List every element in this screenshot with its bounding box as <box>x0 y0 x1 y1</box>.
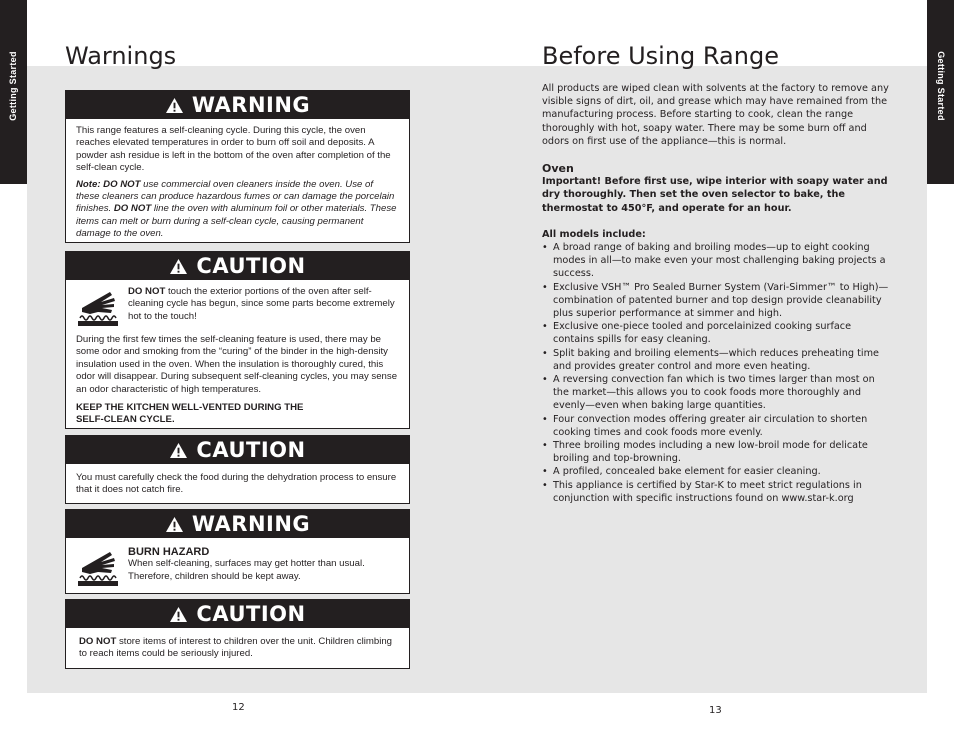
section-tab-label: Getting Started <box>8 51 18 121</box>
box-label: WARNING <box>191 93 311 117</box>
box-label: CAUTION <box>196 602 306 626</box>
page-title-warnings: Warnings <box>65 42 177 70</box>
list-item: • Split baking and broiling elements—which reduces preheating time and provides greater control and more even heating. <box>542 347 890 373</box>
alert-triangle-icon <box>169 606 188 623</box>
alert-triangle-icon <box>165 97 184 114</box>
box-text: When self-cleaning, surfaces may get hotter than usual. Therefore, children should be kept away. <box>128 558 365 582</box>
page-number-left: 12 <box>232 702 245 713</box>
list-item: • Exclusive one-piece tooled and porcelainized cooking surface contains spills for easy cleaning. <box>542 320 890 346</box>
box-label: CAUTION <box>196 438 306 462</box>
list-item: • This appliance is certified by Star-K to meet strict regulations in conjunction with specific instructions found on www.star-k.org <box>542 479 890 505</box>
caution-box-hot-exterior <box>65 251 410 429</box>
caution-box-children <box>65 599 410 669</box>
box-header <box>66 436 409 464</box>
section-tab-left <box>0 0 27 184</box>
box-header <box>66 510 409 538</box>
box-text: During the first few times the self-cleaning feature is used, there may be some odor and smoking from the “curing” of the binder in the high-density insulation used in the oven. When the insulation is thoroughly cured, this odor will disappear. During subsequent self-cleaning cycles, you may sense an odor characteristic of high temperatures. <box>76 334 398 395</box>
list-item: • A profiled, concealed bake element for easier cleaning. <box>542 465 890 478</box>
box-text: You must carefully check the food during the dehydration process to ensure that it does not catch fire. <box>76 472 397 496</box>
box-header <box>66 91 409 119</box>
list-item: • Exclusive VSH™ Pro Sealed Burner System (Vari-Simmer™ to High)—combination of patented burner and top design provide cleanability plus superior performance at simmer and high. <box>542 281 890 321</box>
box-note: Note: DO NOT use commercial oven cleaners inside the oven. Use of these cleaners can produce hazardous fumes or can damage the porcelain finishes. DO NOT line the oven with aluminum foil or other materials. These items can melt or burn during a self-clean cycle, causing permanent damage to the oven. <box>76 178 397 240</box>
box-emphasis: KEEP THE KITCHEN WELL-VENTED DURING THE SELF-CLEAN CYCLE. <box>76 402 304 426</box>
section-tab-label: Getting Started <box>936 51 946 121</box>
page-number-right: 13 <box>709 705 722 716</box>
alert-triangle-icon <box>169 442 188 459</box>
before-using-content <box>542 82 890 505</box>
alert-triangle-icon <box>169 258 188 275</box>
box-label: WARNING <box>191 512 311 536</box>
oven-heading: Oven <box>542 162 574 176</box>
hot-surface-hand-icon <box>76 548 120 588</box>
hot-surface-hand-icon <box>76 288 120 328</box>
box-label: CAUTION <box>196 254 306 278</box>
box-text: This range features a self-cleaning cycle. During this cycle, the oven reaches elevated temperatures in order to burn off soil and deposits. A powder ash residue is left in the bottom of the oven after completion of the self-clean cycle. <box>76 125 391 174</box>
list-item: • A broad range of baking and broiling modes—up to eight cooking modes in all—to make even your most challenging baking projects a success. <box>542 241 890 281</box>
box-text: DO NOT touch the exterior portions of the oven after self-cleaning cycle has begun, since some parts become extremely hot to the touch! <box>128 286 395 322</box>
box-text: DO NOT store items of interest to children over the unit. Children climbing to reach items could be seriously injured. <box>79 636 392 660</box>
features-list <box>542 241 890 505</box>
oven-instructions: Important! Before first use, wipe interior with soapy water and dry thoroughly. Then set the oven selector to bake, the thermostat to 450°F, and operate for an hour. <box>542 176 888 214</box>
caution-box-dehydration <box>65 435 410 504</box>
box-header <box>66 600 409 628</box>
warning-box-burn-hazard <box>65 509 410 594</box>
intro-paragraph: All products are wiped clean with solvents at the factory to remove any visible signs of dirt, oil, and grease which may have remained from the manufacturing process. Before starting to cook, clean the range thoroughly with hot, soapy water. There may be some burn off and odors on first use of the appliance—this is normal. <box>542 83 889 147</box>
section-tab-right <box>927 0 954 184</box>
page-title-before-using: Before Using Range <box>542 42 779 70</box>
alert-triangle-icon <box>165 516 184 533</box>
list-item: • A reversing convection fan which is two times larger than most on the market—this allows you to cook foods more thoroughly and evenly—even when baking large quantities. <box>542 373 890 413</box>
box-header <box>66 252 409 280</box>
burn-hazard-title: BURN HAZARD <box>128 546 210 558</box>
list-item: • Three broiling modes including a new low-broil mode for delicate broiling and top-browning. <box>542 439 890 465</box>
list-item: • Four convection modes offering greater air circulation to shorten cooking times and cook foods more evenly. <box>542 413 890 439</box>
warning-box-self-clean <box>65 90 410 243</box>
models-heading: All models include: <box>542 228 646 240</box>
